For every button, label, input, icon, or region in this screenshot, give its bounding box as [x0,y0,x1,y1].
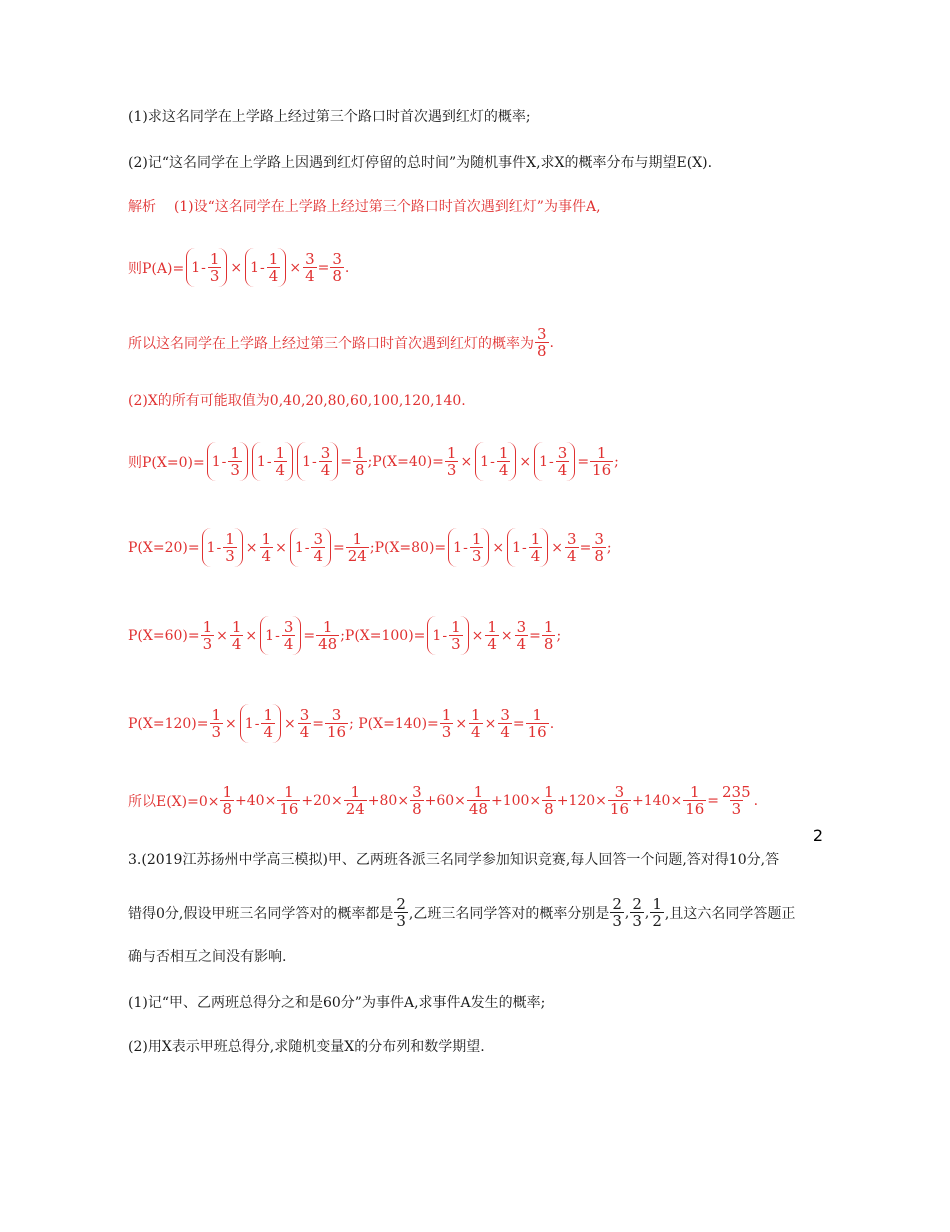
question-3-line-1: 3.(2019江苏扬州中学高三模拟)甲、乙两班各派三名同学参加知识竞赛,每人回答一个问题,答对得10分,答 [128,852,780,868]
question-3-part-1: (1)记“甲、乙两班总得分之和是60分”为事件A,求事件A发生的概率; [128,995,546,1011]
p-x0-x40: 则P(X=0)= 1 - $\frac{1}{3}$ 1 - $\frac{1}{4}$ 1 - $\frac{3}{4}$ = $\frac{1}{8}$ ; P(X=40)= $\frac{1}{3}$ × 1 - $\frac{1}{4}$ × 1 - $\frac{3}{4}$ = $\frac{1}{16}$ ; [128,444,619,479]
p-x120-x140: P(X=120)= $\frac{1}{3}$ × 1 - $\frac{1}{4}$ × $\frac{3}{4}$ = $\frac{3}{16}$ ; P(X=140)= $\frac{1}{3}$ × $\frac{1}{4}$ × $\frac{3}{4}$ = $\frac{1}{16}$ . [128,706,555,741]
pa-formula: 则P(A)= 1 - $\frac{1}{3}$ × 1 - $\frac{1}{4}$ × $\frac{3}{4}$ = $\frac{3}{8}$ . [128,250,350,285]
p-x20-x80: P(X=20)= 1 - $\frac{1}{3}$ × $\frac{1}{4}$ × 1 - $\frac{3}{4}$ = $\frac{1}{24}$ ; P(X=80)= 1 - $\frac{1}{3}$ × 1 - $\frac{1}{4}$ × $\frac{3}{4}$ = $\frac{3}{8}$ ; [128,530,612,565]
solution-part-2: (2)X的所有可能取值为0,40,20,80,60,100,120,140. [128,393,466,409]
question-part-2: (2)记“这名同学在上学路上因遇到红灯停留的总时间”为随机事件X,求X的概率分布与期望E(X). [128,155,713,171]
page-number: 2 [812,826,823,845]
question-part-1: (1)求这名同学在上学路上经过第三个路口时首次遇到红灯的概率; [128,109,531,125]
pa-prefix: 则P(A)= [128,260,185,277]
question-3-line-2: 错得0分,假设甲班三名同学答对的概率都是 $\frac{2}{3}$ ,乙班三名同学答对的概率分别是 $\frac{2}{3}$ , $\frac{2}{3}$ , $\frac{1}{2}$ ,且这六名同学答题正 [128,895,796,930]
question-3-part-2: (2)用X表示甲班总得分,求随机变量X的分布列和数学期望. [128,1039,485,1055]
solution-intro [128,196,601,216]
conclusion-1: 所以这名同学在上学路上经过第三个路口时首次遇到红灯的概率为 $\frac{3}{8}$ . [128,325,554,360]
p-x60-x100: P(X=60)= $\frac{1}{3}$ × $\frac{1}{4}$ × 1 - $\frac{3}{4}$ = $\frac{1}{48}$ ; P(X=100)= 1 - $\frac{1}{3}$ × $\frac{1}{4}$ × $\frac{3}{4}$ = $\frac{1}{8}$ ; [128,618,562,653]
question-3-line-3: 确与否相互之间没有影响. [128,949,287,965]
solution-part-1: (1)设“这名同学在上学路上经过第三个路口时首次遇到红灯”为事件A, [173,199,601,215]
expectation-formula: 所以E(X)=0× $\frac{1}{8}$ +40× $\frac{1}{16}$ +20× $\frac{1}{24}$ +80× $\frac{3}{8}$ +60× $\frac{1}{48}$ +100× $\frac{1}{8}$ +120× $\frac{3}{16}$ +140× $\frac{1}{16}$ = $\frac{235}{3}$ . [128,783,759,818]
solution-label: 解析 [128,199,156,215]
